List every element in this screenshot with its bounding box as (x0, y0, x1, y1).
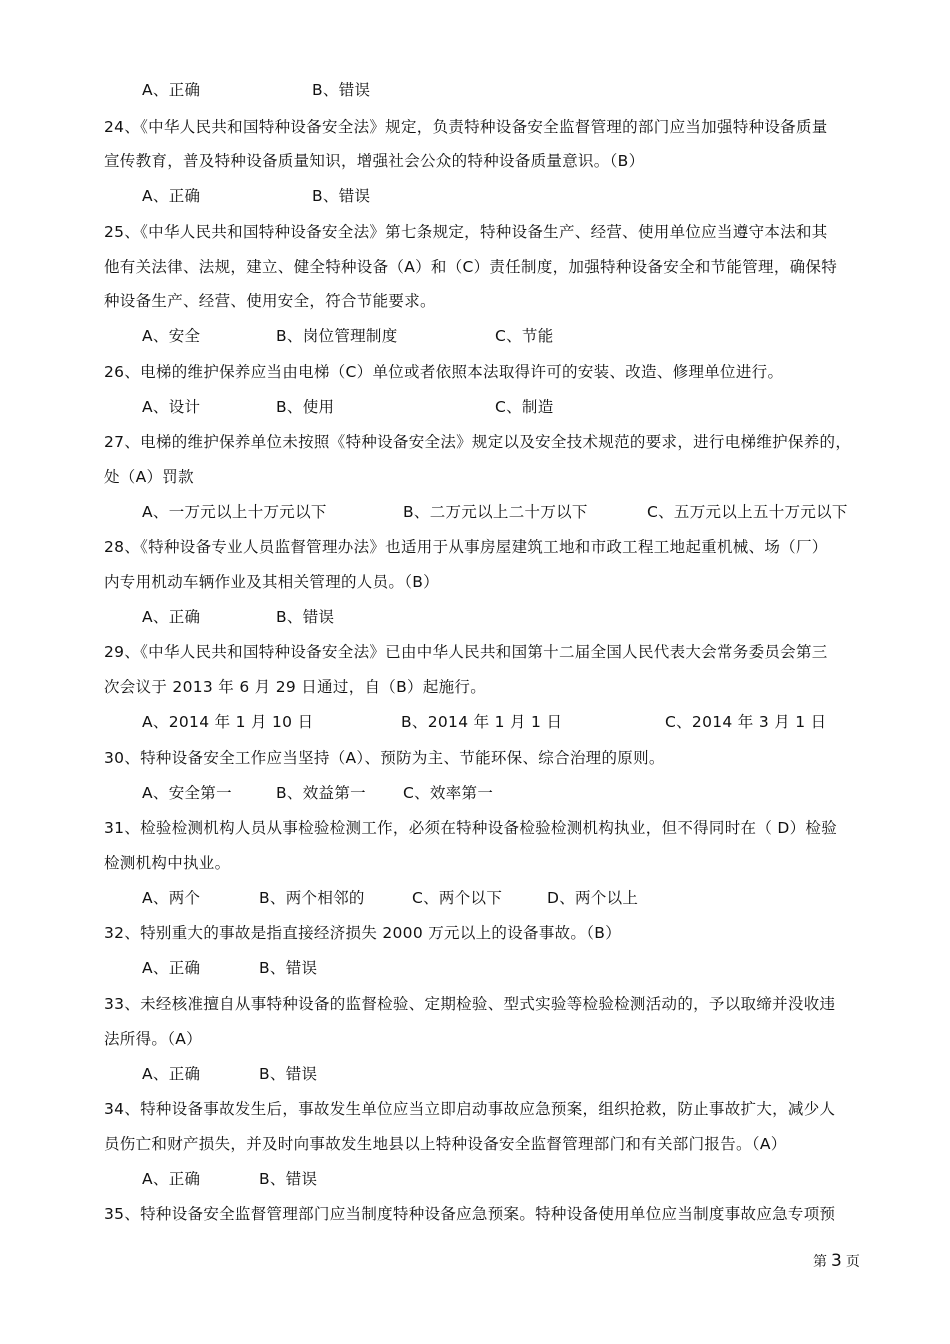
option-b: B、错误 (259, 1065, 318, 1083)
option-a: A、设计 (142, 398, 201, 416)
option-d: D、两个以上 (547, 889, 639, 907)
option-a: A、正确 (142, 959, 201, 977)
question-24-line-1: 24、《中华人民共和国特种设备安全法》规定，负责特种设备安全监督管理的部门应当加强特种设备质量 (104, 118, 828, 136)
question-31-line-2: 检测机构中执业。 (104, 854, 231, 872)
option-c: C、制造 (495, 398, 554, 416)
option-a: A、正确 (142, 1065, 201, 1083)
option-c: C、五万元以上五十万元以下 (647, 503, 848, 521)
option-b: B、2014 年 1 月 1 日 (401, 713, 563, 731)
question-26-line-1: 26、电梯的维护保养应当由电梯（C）单位或者依照本法取得许可的安装、改造、修理单位进行。 (104, 363, 784, 381)
option-a: A、安全第一 (142, 784, 232, 802)
question-35-line-1: 35、特种设备安全监督管理部门应当制度特种设备应急预案。特种设备使用单位应当制度事故应急专项预 (104, 1205, 836, 1223)
page-prefix: 第 (813, 1254, 827, 1270)
question-33-line-2: 法所得。（A） (104, 1030, 202, 1048)
option-a: A、一万元以上十万元以下 (142, 503, 327, 521)
option-a: A、正确 (142, 187, 201, 205)
option-a: A、正确 (142, 608, 201, 626)
page-footer (813, 1251, 860, 1271)
option-c: C、两个以下 (412, 889, 503, 907)
option-a: A、2014 年 1 月 10 日 (142, 713, 314, 731)
question-34-line-2: 员伤亡和财产损失，并及时向事故发生地县以上特种设备安全监督管理部门和有关部门报告。（A） (104, 1135, 787, 1153)
question-27-line-1: 27、电梯的维护保养单位未按照《特种设备安全法》规定以及安全技术规范的要求，进行电梯维护保养的， (104, 433, 852, 451)
question-29-line-1: 29、《中华人民共和国特种设备安全法》已由中华人民共和国第十二届全国人民代表大会常务委员会第三 (104, 643, 828, 661)
option-a: A、两个 (142, 889, 201, 907)
question-34-line-1: 34、特种设备事故发生后，事故发生单位应当立即启动事故应急预案，组织抢救，防止事故扩大，减少人 (104, 1100, 836, 1118)
option-b: B、错误 (276, 608, 335, 626)
option-b: B、岗位管理制度 (276, 327, 398, 345)
question-25-line-3: 种设备生产、经营、使用安全，符合节能要求。 (104, 292, 436, 310)
option-c: C、效率第一 (403, 784, 494, 802)
question-33-line-1: 33、未经核准擅自从事特种设备的监督检验、定期检验、型式实验等检验检测活动的，予以取缔并没收违 (104, 995, 836, 1013)
question-29-line-2: 次会议于 2013 年 6 月 29 日通过，自（B）起施行。 (104, 678, 487, 696)
option-a: A、正确 (142, 81, 201, 99)
option-b: B、错误 (259, 1170, 318, 1188)
option-b: B、错误 (312, 81, 371, 99)
option-c: C、节能 (495, 327, 554, 345)
question-25-line-2: 他有关法律、法规，建立、健全特种设备（A）和（C）责任制度，加强特种设备安全和节能管理，确保特 (104, 258, 838, 276)
question-24-line-2: 宣传教育，普及特种设备质量知识，增强社会公众的特种设备质量意识。（B） (104, 152, 645, 170)
option-c: C、2014 年 3 月 1 日 (665, 713, 827, 731)
question-25-line-1: 25、《中华人民共和国特种设备安全法》第七条规定，特种设备生产、经营、使用单位应当遵守本法和其 (104, 223, 828, 241)
question-28-line-2: 内专用机动车辆作业及其相关管理的人员。（B） (104, 573, 439, 591)
option-a: A、安全 (142, 327, 201, 345)
option-b: B、两个相邻的 (259, 889, 365, 907)
option-b: B、错误 (259, 959, 318, 977)
option-b: B、二万元以上二十万以下 (403, 503, 588, 521)
question-27-line-2: 处（A）罚款 (104, 468, 194, 486)
page-suffix: 页 (845, 1254, 860, 1270)
option-b: B、使用 (276, 398, 335, 416)
option-a: A、正确 (142, 1170, 201, 1188)
question-32-line-1: 32、特别重大的事故是指直接经济损失 2000 万元以上的设备事故。（B） (104, 924, 622, 942)
option-b: B、错误 (312, 187, 371, 205)
question-28-line-1: 28、《特种设备专业人员监督管理办法》也适用于从事房屋建筑工地和市政工程工地起重机械、场（厂） (104, 538, 828, 556)
page-number: 3 (831, 1251, 842, 1271)
option-b: B、效益第一 (276, 784, 366, 802)
question-30-line-1: 30、特种设备安全工作应当坚持（A）、预防为主、节能环保、综合治理的原则。 (104, 749, 665, 767)
question-31-line-1: 31、检验检测机构人员从事检验检测工作，必须在特种设备检验检测机构执业，但不得同时在（ D）检验 (104, 819, 837, 837)
